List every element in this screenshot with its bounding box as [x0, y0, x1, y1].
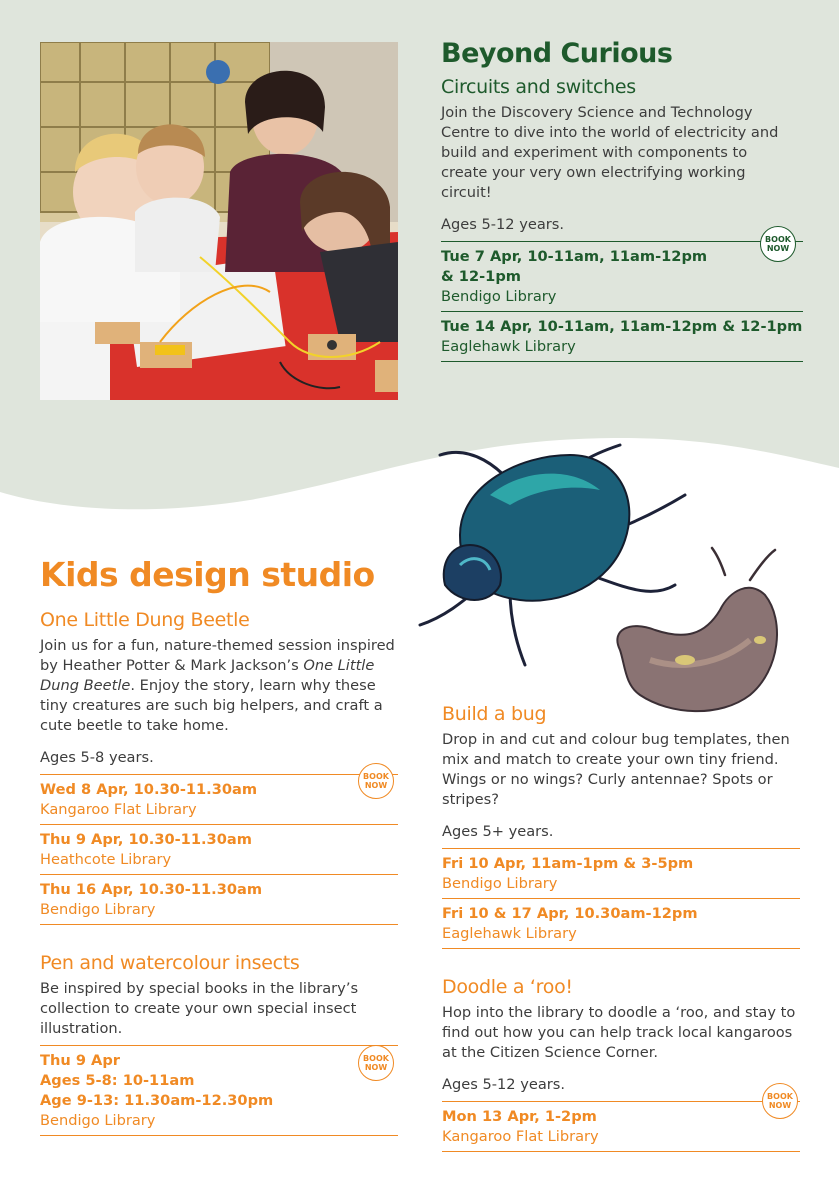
description-text: . Enjoy the story, learn why these tiny creatures are such big helpers, and craft a cute beetle to take home.: [40, 677, 383, 734]
book-now-button[interactable]: [358, 1045, 394, 1081]
book-now-label: NOW: [364, 781, 388, 790]
session-location: Kangaroo Flat Library: [40, 801, 197, 818]
book-title: One Little Dung Beetle: [40, 657, 375, 694]
description-text: Join us for a fun, nature-themed session inspired by Heather Potter & Mark Jackson’s: [40, 637, 395, 674]
beyond-curious-title: Beyond Curious: [441, 38, 673, 69]
pen-watercolour-sessions: [40, 1045, 398, 1136]
beyond-curious-description: Join the Discovery Science and Technology Centre to dive into the world of electricity and build and experiment with components to create your very own electrifying working circuit!: [441, 104, 779, 201]
doodle-roo-subtitle: Doodle a ‘roo!: [442, 976, 573, 998]
doodle-roo-ages: Ages 5-12 years.: [442, 1076, 566, 1093]
session-date: Mon 13 Apr, 1-2pm: [442, 1108, 597, 1125]
session-location: Eaglehawk Library: [442, 925, 577, 942]
kids-design-studio-title: Kids design studio: [40, 555, 375, 594]
pen-watercolour-description: Be inspired by special books in the library’s collection to create your own special insect illustration.: [40, 980, 359, 1037]
session-location: Bendigo Library: [40, 1112, 156, 1129]
session-item: [442, 1101, 800, 1152]
session-date: Fri 10 Apr, 11am-1pm & 3-5pm: [442, 855, 694, 872]
build-a-bug-ages: Ages 5+ years.: [442, 823, 554, 840]
beyond-curious-sessions: [441, 241, 803, 362]
session-location: Bendigo Library: [441, 288, 557, 305]
book-now-button[interactable]: [760, 226, 796, 262]
book-now-label: BOOK: [363, 1054, 389, 1063]
session-item: [40, 874, 398, 925]
session-item: [442, 898, 800, 949]
session-location: Kangaroo Flat Library: [442, 1128, 599, 1145]
book-now-button[interactable]: [762, 1083, 798, 1119]
session-date: Thu 16 Apr, 10.30-11.30am: [40, 881, 263, 898]
build-a-bug-description: Drop in and cut and colour bug templates, then mix and match to create your own tiny friend. Wings or no wings? Curly antennae? Spots or stripes?: [442, 731, 790, 808]
book-now-label: BOOK: [363, 772, 389, 781]
beyond-curious-subtitle: Circuits and switches: [441, 76, 636, 98]
beyond-curious-ages: Ages 5-12 years.: [441, 216, 565, 233]
session-item: [40, 824, 398, 874]
dung-beetle-description: [40, 636, 398, 736]
session-location: Heathcote Library: [40, 851, 172, 868]
pen-watercolour-subtitle: Pen and watercolour insects: [40, 952, 300, 974]
build-a-bug-subtitle: Build a bug: [442, 703, 547, 725]
session-item: [40, 1045, 398, 1136]
dung-beetle-ages: Ages 5-8 years.: [40, 749, 154, 766]
session-location: Eaglehawk Library: [441, 338, 576, 355]
build-a-bug-section: [442, 702, 800, 1152]
circuits-photo: [40, 42, 398, 400]
book-now-label: NOW: [364, 1063, 388, 1072]
book-now-label: NOW: [768, 1101, 792, 1110]
session-date: Wed 8 Apr, 10.30-11.30am: [40, 781, 258, 798]
book-now-button[interactable]: [358, 763, 394, 799]
session-date: Tue 7 Apr, 10-11am, 11am-12pm & 12-1pm: [441, 248, 708, 285]
session-item: [442, 848, 800, 898]
session-date: Tue 14 Apr, 10-11am, 11am-12pm & 12-1pm: [441, 318, 803, 335]
dung-beetle-subtitle: One Little Dung Beetle: [40, 609, 250, 631]
slug-illustration: [600, 540, 790, 720]
session-item: [40, 774, 398, 824]
session-line: Thu 9 Apr: [40, 1052, 120, 1069]
session-date: Fri 10 & 17 Apr, 10.30am-12pm: [442, 905, 698, 922]
book-now-label: NOW: [766, 244, 790, 253]
session-line: Age 9-13: 11.30am-12.30pm: [40, 1092, 274, 1109]
session-item: [441, 311, 803, 362]
session-line: Ages 5-8: 10-11am: [40, 1072, 195, 1089]
doodle-roo-sessions: [442, 1101, 800, 1152]
doodle-roo-description: Hop into the library to doodle a ‘roo, and stay to find out how you can help track local kangaroos at the Citizen Science Corner.: [442, 1004, 796, 1061]
beyond-curious-section: [441, 38, 803, 362]
book-now-label: BOOK: [765, 235, 791, 244]
book-now-label: BOOK: [767, 1092, 793, 1101]
session-date: Thu 9 Apr, 10.30-11.30am: [40, 831, 252, 848]
kids-design-studio-section: [40, 555, 398, 1136]
session-location: Bendigo Library: [40, 901, 156, 918]
session-item: [441, 241, 803, 311]
session-location: Bendigo Library: [442, 875, 558, 892]
build-a-bug-sessions: [442, 848, 800, 949]
dung-beetle-sessions: [40, 774, 398, 925]
